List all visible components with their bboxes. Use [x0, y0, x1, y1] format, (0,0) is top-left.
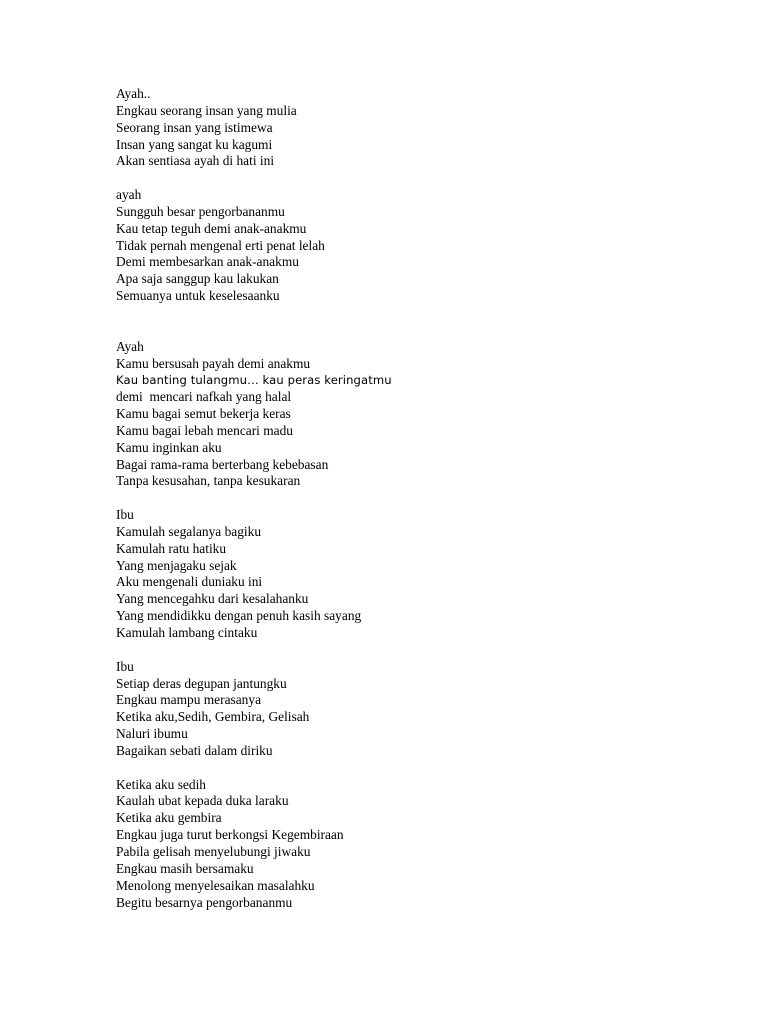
- poem-line: Kamulah ratu hatiku: [116, 540, 227, 556]
- poem-line: Akan sentiasa ayah di hati ini: [116, 153, 275, 169]
- poem-line: Bagai rama-rama berterbang kebebasan: [116, 456, 329, 472]
- poem-line: Ketika aku,Sedih, Gembira, Gelisah: [116, 709, 310, 725]
- poem-line: Engkau juga turut berkongsi Kegembiraan: [116, 827, 344, 843]
- stanza-1: [116, 86, 676, 170]
- poem-line: Aku mengenali duniaku ini: [116, 574, 263, 590]
- poem-line: Kau banting tulangmu… kau peras keringatmu: [116, 373, 392, 388]
- stanza-4: [116, 507, 676, 642]
- poem-line: Apa saja sanggup kau lakukan: [116, 271, 279, 287]
- poem-line: Demi membesarkan anak-anakmu: [116, 254, 299, 270]
- stanza-spacer: [116, 305, 676, 339]
- poem-line: Ketika aku gembira: [116, 810, 222, 826]
- stanza-spacer: [116, 760, 676, 777]
- poem-line: Engkau seorang insan yang mulia: [116, 102, 297, 118]
- stanza-spacer: [116, 642, 676, 659]
- poem-line: Ketika aku sedih: [116, 776, 206, 792]
- stanza-6: [116, 777, 676, 912]
- poem-line: Ayah: [116, 338, 144, 354]
- poem-line: Kamu bagai lebah mencari madu: [116, 422, 293, 438]
- poem-line: Engkau mampu merasanya: [116, 692, 262, 708]
- poem-line: Sungguh besar pengorbananmu: [116, 203, 285, 219]
- poem-line: Ayah..: [116, 86, 151, 101]
- poem-line: Tanpa kesusahan, tanpa kesukaran: [116, 473, 301, 489]
- poem-line: Bagaikan sebati dalam diriku: [116, 742, 273, 758]
- poem-line: Kau tetap teguh demi anak-anakmu: [116, 220, 307, 236]
- poem-line: Semuanya untuk keselesaanku: [116, 288, 280, 304]
- poem-line: Yang mendidikku dengan penuh kasih sayang: [116, 608, 362, 624]
- poem-line: Kaulah ubat kepada duka laraku: [116, 793, 289, 809]
- poem-line: Seorang insan yang istimewa: [116, 119, 273, 135]
- stanza-2: [116, 187, 676, 305]
- poem-line: Naluri ibumu: [116, 726, 188, 742]
- poem-line: Kamulah segalanya bagiku: [116, 523, 262, 539]
- poem-line: demi mencari nafkah yang halal: [116, 389, 292, 405]
- poem-line: Engkau masih bersamaku: [116, 860, 254, 876]
- poem-line: Kamulah lambang cintaku: [116, 625, 258, 640]
- poem-line: Yang menjagaku sejak: [116, 557, 237, 573]
- poem-line: Begitu besarnya pengorbananmu: [116, 894, 293, 910]
- poem-line: Tidak pernah mengenal erti penat lelah: [116, 237, 325, 253]
- poem-line: Insan yang sangat ku kagumi: [116, 136, 273, 152]
- stanza-3: [116, 339, 676, 491]
- poem-line: ayah: [116, 187, 142, 203]
- stanza-5: [116, 659, 676, 760]
- poem-line: Kamu inginkan aku: [116, 439, 222, 455]
- poem-line: Ibu: [116, 658, 134, 674]
- poem-line: Pabila gelisah menyelubungi jiwaku: [116, 843, 311, 859]
- poem-line: Ibu: [116, 507, 134, 523]
- poem-body: [116, 86, 676, 911]
- poem-line: Kamu bagai semut bekerja keras: [116, 406, 291, 422]
- poem-line: Menolong menyelesaikan masalahku: [116, 877, 315, 893]
- stanza-spacer: [116, 170, 676, 187]
- stanza-spacer: [116, 490, 676, 507]
- poem-line: Yang mencegahku dari kesalahanku: [116, 591, 309, 607]
- poem-line: Kamu bersusah payah demi anakmu: [116, 355, 311, 371]
- poem-line: Setiap deras degupan jantungku: [116, 675, 287, 691]
